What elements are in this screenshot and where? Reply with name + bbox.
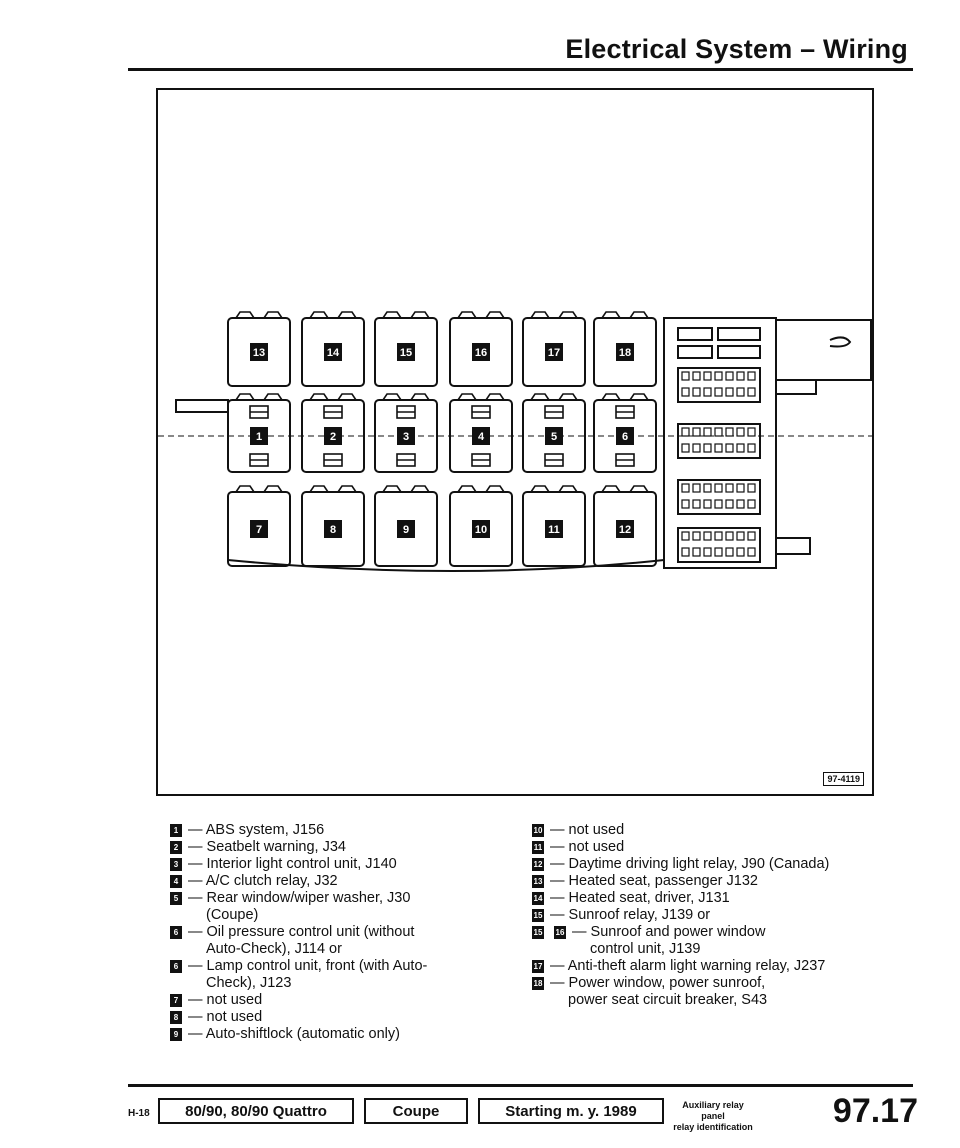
legend-right-text: — not used	[550, 822, 625, 838]
connector-pin	[682, 428, 689, 436]
connector-pin	[693, 500, 700, 508]
connector-pin	[704, 548, 711, 556]
relay-number-label: 11	[548, 524, 560, 536]
legend-left-item	[170, 924, 500, 958]
connector-pin	[726, 548, 733, 556]
legend-left-text: — A/C clutch relay, J32	[188, 873, 338, 889]
connector-pin	[693, 388, 700, 396]
legend-left-text: — Oil pressure control unit (without Auto-Check), J114 or	[188, 924, 415, 957]
connector-pin	[748, 388, 755, 396]
connector-pin	[748, 548, 755, 556]
connector-pin	[693, 444, 700, 452]
connector-pin	[726, 484, 733, 492]
legend-left-text: — Interior light control unit, J140	[188, 856, 397, 872]
relay-badge-icon: 13	[533, 877, 543, 886]
legend-right-text: — Heated seat, passenger J132	[550, 873, 758, 889]
legend-left-text: — Lamp control unit, front (with Auto- Check), J123	[188, 958, 428, 991]
legend-left-text: — ABS system, J156	[188, 822, 325, 838]
connector-pin	[682, 484, 689, 492]
relay-number-label: 9	[402, 524, 410, 536]
connector-pin	[715, 532, 722, 540]
connector-pin	[693, 532, 700, 540]
legend-right-item	[532, 822, 922, 839]
relay-number-label: 13	[252, 347, 266, 359]
relay-number-label: 17	[547, 347, 561, 359]
header-rule	[128, 68, 913, 71]
legend-left-text: — not used	[188, 992, 263, 1008]
connector-pin	[715, 484, 722, 492]
relay-badge-icon: 16	[555, 928, 565, 937]
footer-year-box: Starting m. y. 1989	[478, 1098, 664, 1124]
relay-number-label: 15	[399, 347, 413, 359]
connector-pin	[715, 500, 722, 508]
connector-pin	[715, 548, 722, 556]
connector-pin	[748, 500, 755, 508]
connector-pin	[748, 532, 755, 540]
relay-badge-icon: 1	[170, 824, 182, 837]
legend-right-item	[532, 873, 922, 890]
connector-pin	[704, 484, 711, 492]
legend-right-item	[532, 924, 922, 958]
figure-id-label: 97-4119	[823, 772, 864, 786]
connector-pin	[726, 500, 733, 508]
connector-pin	[682, 388, 689, 396]
legend-right-item	[532, 975, 922, 1009]
connector-pin	[704, 444, 711, 452]
relay-badge-icon: 7	[170, 994, 182, 1007]
footer-aux-line2: relay identification	[673, 1122, 753, 1132]
connector-pin	[737, 484, 744, 492]
legend-left-item	[170, 839, 500, 856]
connector-pin	[682, 500, 689, 508]
relay-badge-icon: 3	[170, 858, 182, 871]
connector-pin	[693, 428, 700, 436]
legend-right-text: — Daytime driving light relay, J90 (Canada)	[550, 856, 830, 872]
legend-left-text: — Rear window/wiper washer, J30 (Coupe)	[188, 890, 411, 923]
legend-right-item	[532, 839, 922, 856]
connector-pin	[737, 372, 744, 380]
connector-pin	[704, 388, 711, 396]
relay-panel-diagram	[158, 90, 872, 794]
legend-left-item	[170, 1026, 500, 1043]
legend-left-text: — not used	[188, 1009, 263, 1025]
footer-body-box: Coupe	[364, 1098, 468, 1124]
relay-badge-icon: 14	[533, 894, 543, 903]
legend-right-text: — Sunroof relay, J139 or	[550, 907, 711, 923]
connector-pin	[693, 548, 700, 556]
relay-badge-icon: 9	[170, 1028, 182, 1041]
relay-number-label: 10	[474, 524, 488, 536]
legend-left-item	[170, 992, 500, 1009]
connector-pin	[748, 444, 755, 452]
connector-pin	[682, 372, 689, 380]
relay-number-label: 8	[329, 524, 337, 536]
legend-right-text: — Anti-theft alarm light warning relay, J237	[550, 958, 826, 974]
relay-badge-icon: 12	[533, 860, 543, 869]
relay-number-label: 2	[329, 431, 337, 443]
connector-pin	[682, 548, 689, 556]
relay-badge-icon: 2	[170, 841, 182, 854]
legend-left-text: — Seatbelt warning, J34	[188, 839, 346, 855]
relay-number-label: 4	[477, 431, 485, 443]
relay-number-label: 16	[474, 347, 488, 359]
connector-pin	[737, 388, 744, 396]
relay-number-label: 6	[621, 431, 629, 443]
connector-pin	[693, 372, 700, 380]
legend-right-item	[532, 907, 922, 924]
relay-panel-figure	[156, 88, 874, 796]
legend-left-item	[170, 856, 500, 873]
footer-aux-line1: Auxiliary relay panel	[682, 1100, 744, 1121]
legend-right-text: — not used	[550, 839, 625, 855]
connector-pin	[737, 428, 744, 436]
legend-right-text: — Power window, power sunroof, power seat circuit breaker, S43	[550, 975, 768, 1008]
footer-aux-label	[673, 1100, 753, 1133]
footer-page-left: H-18	[128, 1108, 150, 1119]
footer-rule	[128, 1084, 913, 1087]
relay-number-label: 18	[618, 347, 632, 359]
footer-model-box: 80/90, 80/90 Quattro	[158, 1098, 354, 1124]
relay-number-label: 1	[255, 431, 263, 443]
connector-pin	[726, 388, 733, 396]
relay-badge-icon: 8	[170, 1011, 182, 1024]
connector-pin	[715, 444, 722, 452]
relay-badge-icon: 17	[533, 962, 543, 971]
relay-badge-icon: 4	[170, 875, 182, 888]
relay-number-label: 14	[326, 347, 340, 359]
footer-page-right: 97.17	[832, 1092, 918, 1130]
legend-left-item	[170, 822, 500, 839]
connector-pin	[726, 428, 733, 436]
connector-pin	[737, 500, 744, 508]
connector-pin	[704, 372, 711, 380]
legend-right-text: — Heated seat, driver, J131	[550, 890, 730, 906]
relay-badge-icon: 5	[170, 892, 182, 905]
relay-badge-icon: 18	[533, 979, 543, 988]
legend-right-item	[532, 890, 922, 907]
connector-pin	[737, 532, 744, 540]
relay-badge-icon: 10	[533, 826, 543, 835]
relay-badge-icon: 11	[533, 843, 543, 852]
legend-left-item	[170, 873, 500, 890]
connector-pin	[748, 372, 755, 380]
relay-number-label: 12	[618, 524, 632, 536]
relay-badge-icon: 15	[533, 911, 543, 920]
footer	[128, 1092, 918, 1136]
relay-badge-icon: 6	[170, 926, 182, 939]
legend-left-text: — Auto-shiftlock (automatic only)	[188, 1026, 400, 1042]
connector-pin	[737, 444, 744, 452]
relay-number-label: 3	[402, 431, 410, 443]
legend-left-item	[170, 1009, 500, 1026]
legend-right-text: — Sunroof and power window control unit, J139	[572, 924, 766, 957]
connector-pin	[726, 444, 733, 452]
connector-pin	[682, 532, 689, 540]
relay-number-label: 5	[550, 431, 558, 443]
legend-left	[170, 822, 500, 1043]
connector-pin	[726, 372, 733, 380]
connector-pin	[715, 372, 722, 380]
legend-right	[532, 822, 922, 1009]
legend-left-item	[170, 890, 500, 924]
relay-number-label: 7	[255, 524, 263, 536]
legend-right-item	[532, 856, 922, 873]
connector-pin	[726, 532, 733, 540]
legend-right-item	[532, 958, 922, 975]
connector-pin	[704, 428, 711, 436]
connector-pin	[715, 428, 722, 436]
connector-pin	[748, 428, 755, 436]
connector-pin	[704, 500, 711, 508]
connector-pin	[704, 532, 711, 540]
connector-pin	[693, 484, 700, 492]
connector-pin	[715, 388, 722, 396]
legend-left-item	[170, 958, 500, 992]
connector-pin	[737, 548, 744, 556]
connector-pin	[682, 444, 689, 452]
relay-badge-icon: 15	[533, 928, 543, 937]
page-header-title: Electrical System – Wiring	[565, 34, 908, 64]
relay-badge-icon: 6	[170, 960, 182, 973]
connector-pin	[748, 484, 755, 492]
